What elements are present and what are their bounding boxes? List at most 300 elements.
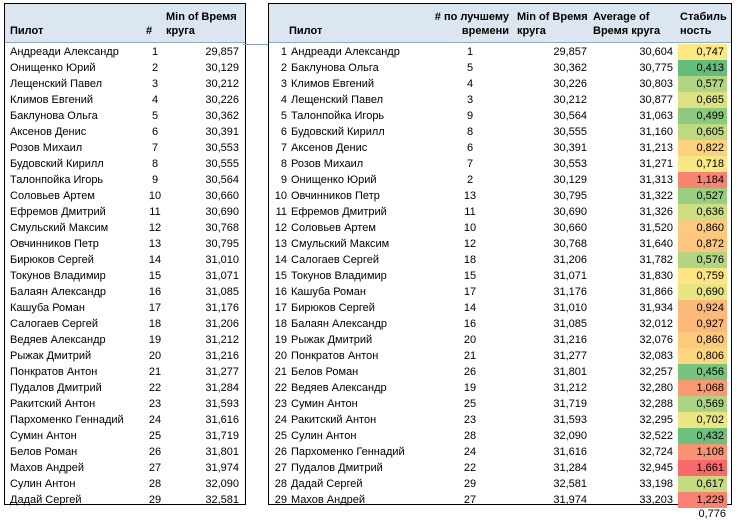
right-header-stability: Стабиль ность xyxy=(680,11,727,37)
rank: 22 xyxy=(148,382,162,394)
min-lap-time: 30,362 xyxy=(553,62,587,74)
best-rank: 23 xyxy=(463,414,477,426)
min-lap-time: 30,362 xyxy=(205,110,239,122)
min-lap-time: 31,284 xyxy=(553,462,587,474)
stability-cell: 0,665 xyxy=(678,92,727,108)
rank: 23 xyxy=(148,398,162,410)
min-lap-time: 31,801 xyxy=(553,366,587,378)
min-lap-time: 29,857 xyxy=(205,46,239,58)
pilot-name: Талонпойка Игорь xyxy=(10,174,104,186)
min-lap-time: 31,010 xyxy=(205,254,239,266)
left-table-row xyxy=(5,316,245,332)
rank: 2 xyxy=(151,62,159,74)
pilot-name: Баклунова Ольга xyxy=(291,62,379,74)
min-lap-time: 30,129 xyxy=(553,174,587,186)
right-table-row xyxy=(269,124,731,140)
best-rank: 21 xyxy=(463,350,477,362)
right-table-row xyxy=(269,284,731,300)
stability-cell: 0,860 xyxy=(678,220,727,236)
min-lap-time: 31,176 xyxy=(553,286,587,298)
stability-cell: 0,759 xyxy=(678,268,727,284)
stability-average: 0,776 xyxy=(698,508,726,520)
pilot-name: Онищенко Юрий xyxy=(10,62,96,74)
pilot-name: Дадай Сергей xyxy=(291,478,363,490)
min-lap-time: 30,553 xyxy=(553,158,587,170)
best-rank: 19 xyxy=(463,382,477,394)
row-number: 5 xyxy=(280,110,287,122)
left-table-row xyxy=(5,476,245,492)
right-table-row xyxy=(269,316,731,332)
right-table-row xyxy=(269,76,731,92)
right-table-row xyxy=(269,108,731,124)
right-table-row xyxy=(269,396,731,412)
row-number: 18 xyxy=(274,318,287,330)
pilot-name: Понкратов Антон xyxy=(291,350,379,362)
avg-lap-time: 31,063 xyxy=(639,110,673,122)
best-rank: 6 xyxy=(466,142,474,154)
left-table-row xyxy=(5,236,245,252)
left-table-row xyxy=(5,492,245,508)
min-lap-time: 30,553 xyxy=(205,142,239,154)
avg-lap-time: 33,203 xyxy=(639,494,673,506)
right-header-best-rank: # по лучшему времени xyxy=(434,11,509,37)
pilot-name: Будовский Кирилл xyxy=(10,158,104,170)
row-number: 20 xyxy=(274,350,287,362)
best-rank: 14 xyxy=(463,302,477,314)
best-rank: 8 xyxy=(466,126,474,138)
rank: 18 xyxy=(148,318,162,330)
left-table-row xyxy=(5,156,245,172)
best-rank: 7 xyxy=(466,158,474,170)
row-number: 2 xyxy=(280,62,287,74)
stability-cell: 1,108 xyxy=(678,444,727,460)
pilot-name: Кашуба Роман xyxy=(10,302,85,314)
best-rank: 13 xyxy=(463,190,477,202)
row-number: 13 xyxy=(274,238,287,250)
row-number: 24 xyxy=(274,414,287,426)
left-table-row xyxy=(5,252,245,268)
rank: 4 xyxy=(151,94,159,106)
right-table-row xyxy=(269,92,731,108)
row-number: 27 xyxy=(274,462,287,474)
avg-lap-time: 30,803 xyxy=(639,78,673,90)
best-rank: 20 xyxy=(463,334,477,346)
pilot-name: Кашуба Роман xyxy=(291,286,366,298)
right-table-row xyxy=(269,476,731,492)
min-lap-time: 31,071 xyxy=(205,270,239,282)
left-table-row xyxy=(5,380,245,396)
stability-cell: 0,806 xyxy=(678,348,727,364)
min-lap-time: 31,071 xyxy=(553,270,587,282)
rank: 17 xyxy=(148,302,162,314)
avg-lap-time: 30,604 xyxy=(639,46,673,58)
pilot-name: Белов Роман xyxy=(291,366,359,378)
left-table-row xyxy=(5,220,245,236)
left-table-row xyxy=(5,364,245,380)
min-lap-time: 31,216 xyxy=(205,350,239,362)
best-rank: 4 xyxy=(466,78,474,90)
left-table xyxy=(4,3,246,505)
row-number: 1 xyxy=(280,46,287,58)
rank: 11 xyxy=(149,206,161,218)
right-table-row xyxy=(269,332,731,348)
best-rank: 3 xyxy=(466,94,474,106)
rank: 3 xyxy=(151,78,159,90)
row-number: 10 xyxy=(274,190,287,202)
avg-lap-time: 31,213 xyxy=(639,142,673,154)
avg-lap-time: 31,322 xyxy=(639,190,673,202)
avg-lap-time: 32,012 xyxy=(639,318,673,330)
right-table-row xyxy=(269,380,731,396)
best-rank: 16 xyxy=(463,318,477,330)
pilot-name: Пархоменко Геннадий xyxy=(10,414,124,426)
min-lap-time: 30,690 xyxy=(205,206,239,218)
left-table-row xyxy=(5,44,245,60)
min-lap-time: 32,581 xyxy=(205,494,239,506)
stability-cell: 0,747 xyxy=(678,44,727,60)
left-table-row xyxy=(5,92,245,108)
left-table-header xyxy=(5,4,245,43)
avg-lap-time: 31,830 xyxy=(639,270,673,282)
right-table-row xyxy=(269,492,731,508)
row-number: 23 xyxy=(274,398,287,410)
stability-cell: 0,702 xyxy=(678,412,727,428)
min-lap-time: 30,660 xyxy=(205,190,239,202)
avg-lap-time: 31,313 xyxy=(639,174,673,186)
rank: 21 xyxy=(148,366,162,378)
min-lap-time: 30,226 xyxy=(553,78,587,90)
pilot-name: Сулин Антон xyxy=(291,430,357,442)
min-lap-time: 30,564 xyxy=(205,174,239,186)
row-number: 11 xyxy=(275,206,287,218)
min-lap-time: 31,974 xyxy=(205,462,239,474)
row-number: 19 xyxy=(274,334,287,346)
rank: 1 xyxy=(151,46,159,58)
pilot-name: Соловьев Артем xyxy=(291,222,376,234)
row-number: 22 xyxy=(274,382,287,394)
avg-lap-time: 31,640 xyxy=(639,238,673,250)
min-lap-time: 31,216 xyxy=(553,334,587,346)
pilot-name: Сумин Антон xyxy=(291,398,358,410)
rank: 19 xyxy=(148,334,162,346)
best-rank: 25 xyxy=(463,398,477,410)
row-number: 4 xyxy=(280,94,287,106)
min-lap-time: 31,277 xyxy=(553,350,587,362)
best-rank: 9 xyxy=(466,110,474,122)
min-lap-time: 31,719 xyxy=(553,398,587,410)
stability-cell: 0,413 xyxy=(678,60,727,76)
right-table-row xyxy=(269,444,731,460)
left-table-row xyxy=(5,124,245,140)
pilot-name: Аксенов Денис xyxy=(291,142,368,154)
right-table-row xyxy=(269,268,731,284)
min-lap-time: 31,085 xyxy=(205,286,239,298)
row-number: 12 xyxy=(274,222,287,234)
right-header-pilot: Пилот xyxy=(289,25,323,37)
row-number: 28 xyxy=(274,478,287,490)
left-table-row xyxy=(5,332,245,348)
min-lap-time: 30,564 xyxy=(553,110,587,122)
avg-lap-time: 31,326 xyxy=(639,206,673,218)
pilot-name: Ракитский Антон xyxy=(10,398,96,410)
avg-lap-time: 31,160 xyxy=(639,126,673,138)
avg-lap-time: 31,520 xyxy=(639,222,673,234)
min-lap-time: 30,555 xyxy=(553,126,587,138)
pilot-name: Сумин Антон xyxy=(10,430,77,442)
right-table-row xyxy=(269,252,731,268)
pilot-name: Будовский Кирилл xyxy=(291,126,385,138)
pilot-name: Лещенский Павел xyxy=(291,94,384,106)
right-table-row xyxy=(269,172,731,188)
min-lap-time: 31,085 xyxy=(553,318,587,330)
left-table-row xyxy=(5,140,245,156)
left-table-row xyxy=(5,428,245,444)
left-table-row xyxy=(5,348,245,364)
left-table-row xyxy=(5,268,245,284)
pilot-name: Дадай Сергей xyxy=(10,494,82,506)
rank: 13 xyxy=(148,238,162,250)
stability-cell: 0,924 xyxy=(678,300,727,316)
row-number: 26 xyxy=(274,446,287,458)
stability-cell: 0,569 xyxy=(678,396,727,412)
stability-cell: 0,872 xyxy=(678,236,727,252)
avg-lap-time: 31,782 xyxy=(639,254,673,266)
min-lap-time: 31,206 xyxy=(205,318,239,330)
rank: 20 xyxy=(148,350,162,362)
row-number: 29 xyxy=(274,494,287,506)
avg-lap-time: 32,295 xyxy=(639,414,673,426)
left-table-row xyxy=(5,108,245,124)
rank: 14 xyxy=(148,254,162,266)
pilot-name: Понкратов Антон xyxy=(10,366,98,378)
pilot-name: Розов Михаил xyxy=(10,142,83,154)
pilot-name: Пудалов Дмитрий xyxy=(10,382,102,394)
stability-cell: 1,184 xyxy=(678,172,727,188)
pilot-name: Махов Андрей xyxy=(10,462,85,474)
avg-lap-time: 32,945 xyxy=(639,462,673,474)
best-rank: 28 xyxy=(463,430,477,442)
row-number: 9 xyxy=(280,174,287,186)
min-lap-time: 30,212 xyxy=(205,78,239,90)
pilot-name: Ведяев Александр xyxy=(291,382,387,394)
avg-lap-time: 31,934 xyxy=(639,302,673,314)
left-table-row xyxy=(5,412,245,428)
min-lap-time: 30,212 xyxy=(553,94,587,106)
min-lap-time: 31,010 xyxy=(553,302,587,314)
pilot-name: Овчинников Петр xyxy=(10,238,99,250)
pilot-name: Соловьев Артем xyxy=(10,190,95,202)
pilot-name: Бирюков Сергей xyxy=(10,254,94,266)
left-table-row xyxy=(5,300,245,316)
min-lap-time: 31,277 xyxy=(205,366,239,378)
left-table-row xyxy=(5,76,245,92)
pilot-name: Смульский Максим xyxy=(10,222,109,234)
best-rank: 5 xyxy=(466,62,474,74)
right-table-row xyxy=(269,188,731,204)
min-lap-time: 31,176 xyxy=(205,302,239,314)
pilot-name: Ракитский Антон xyxy=(291,414,377,426)
rank: 5 xyxy=(151,110,159,122)
avg-lap-time: 32,724 xyxy=(639,446,673,458)
pilot-name: Климов Евгений xyxy=(10,94,93,106)
stability-cell: 1,229 xyxy=(678,492,727,508)
right-table-row xyxy=(269,60,731,76)
pilot-name: Овчинников Петр xyxy=(291,190,380,202)
min-lap-time: 31,801 xyxy=(205,446,239,458)
pilot-name: Пархоменко Геннадий xyxy=(291,446,405,458)
rank: 12 xyxy=(148,222,162,234)
pilot-name: Баклунова Ольга xyxy=(10,110,98,122)
row-number: 3 xyxy=(280,78,287,90)
best-rank: 10 xyxy=(463,222,477,234)
stability-cell: 0,499 xyxy=(678,108,727,124)
pilot-name: Балаян Александр xyxy=(291,318,387,330)
avg-lap-time: 32,280 xyxy=(639,382,673,394)
rank: 25 xyxy=(148,430,162,442)
min-lap-time: 30,690 xyxy=(553,206,587,218)
right-table-row xyxy=(269,300,731,316)
rank: 8 xyxy=(151,158,159,170)
rank: 10 xyxy=(148,190,162,202)
pilot-name: Рыжак Дмитрий xyxy=(10,350,92,362)
pilot-name: Андреади Александр xyxy=(291,46,400,58)
stability-cell: 0,605 xyxy=(678,124,727,140)
right-table-row xyxy=(269,204,731,220)
left-table-row xyxy=(5,188,245,204)
best-rank: 22 xyxy=(463,462,477,474)
best-rank: 2 xyxy=(466,174,474,186)
pilot-name: Ведяев Александр xyxy=(10,334,106,346)
pilot-name: Ефремов Дмитрий xyxy=(10,206,106,218)
min-lap-time: 30,795 xyxy=(205,238,239,250)
pilot-name: Лещенский Павел xyxy=(10,78,103,90)
right-table-row xyxy=(269,44,731,60)
pilot-name: Аксенов Денис xyxy=(10,126,87,138)
row-number: 14 xyxy=(274,254,287,266)
right-table-row xyxy=(269,220,731,236)
avg-lap-time: 32,288 xyxy=(639,398,673,410)
pilot-name: Пудалов Дмитрий xyxy=(291,462,383,474)
stability-cell: 0,577 xyxy=(678,76,727,92)
min-lap-time: 32,090 xyxy=(553,430,587,442)
min-lap-time: 31,974 xyxy=(553,494,587,506)
pilot-name: Ефремов Дмитрий xyxy=(291,206,387,218)
rank: 7 xyxy=(151,142,159,154)
pilot-name: Сулин Антон xyxy=(10,478,76,490)
rank: 28 xyxy=(148,478,162,490)
pilot-name: Климов Евгений xyxy=(291,78,374,90)
best-rank: 15 xyxy=(463,270,477,282)
row-number: 15 xyxy=(274,270,287,282)
pilot-name: Розов Михаил xyxy=(291,158,364,170)
pilot-name: Бирюков Сергей xyxy=(291,302,375,314)
right-table-row xyxy=(269,156,731,172)
avg-lap-time: 30,877 xyxy=(639,94,673,106)
row-number: 17 xyxy=(274,302,287,314)
rank: 16 xyxy=(148,286,162,298)
best-rank: 27 xyxy=(463,494,477,506)
stability-cell: 0,617 xyxy=(678,476,727,492)
min-lap-time: 30,555 xyxy=(205,158,239,170)
stability-cell: 0,576 xyxy=(678,252,727,268)
min-lap-time: 30,768 xyxy=(205,222,239,234)
row-number: 8 xyxy=(280,158,287,170)
pilot-name: Махов Андрей xyxy=(291,494,366,506)
best-rank: 11 xyxy=(464,206,476,218)
pilot-name: Токунов Владимир xyxy=(10,270,106,282)
min-lap-time: 30,768 xyxy=(553,238,587,250)
rank: 6 xyxy=(151,126,159,138)
min-lap-time: 31,616 xyxy=(205,414,239,426)
pilot-name: Салогаев Сергей xyxy=(291,254,379,266)
left-table-row xyxy=(5,172,245,188)
right-table-header xyxy=(269,4,731,43)
pilot-name: Салогаев Сергей xyxy=(10,318,98,330)
right-table-row xyxy=(269,364,731,380)
best-rank: 12 xyxy=(463,238,477,250)
best-rank: 1 xyxy=(466,46,474,58)
left-table-row xyxy=(5,460,245,476)
right-table-row xyxy=(269,348,731,364)
avg-lap-time: 33,198 xyxy=(639,478,673,490)
left-header-rank: # xyxy=(146,25,153,37)
min-lap-time: 31,719 xyxy=(205,430,239,442)
pilot-name: Токунов Владимир xyxy=(291,270,387,282)
min-lap-time: 30,129 xyxy=(205,62,239,74)
rank: 29 xyxy=(148,494,162,506)
row-number: 16 xyxy=(274,286,287,298)
left-table-row xyxy=(5,284,245,300)
right-header-avg-time: Average of Время круга xyxy=(593,11,661,37)
right-table-row xyxy=(269,460,731,476)
stability-cell: 0,927 xyxy=(678,316,727,332)
right-table-row xyxy=(269,236,731,252)
rank: 26 xyxy=(148,446,162,458)
stability-cell: 0,718 xyxy=(678,156,727,172)
avg-lap-time: 32,522 xyxy=(639,430,673,442)
avg-lap-time: 31,866 xyxy=(639,286,673,298)
stability-cell: 0,860 xyxy=(678,332,727,348)
stability-cell: 1,661 xyxy=(678,460,727,476)
stability-cell: 0,636 xyxy=(678,204,727,220)
row-number: 25 xyxy=(274,430,287,442)
rank: 24 xyxy=(148,414,162,426)
min-lap-time: 30,795 xyxy=(553,190,587,202)
left-table-row xyxy=(5,396,245,412)
min-lap-time: 30,391 xyxy=(553,142,587,154)
avg-lap-time: 31,271 xyxy=(639,158,673,170)
pilot-name: Рыжак Дмитрий xyxy=(291,334,373,346)
left-table-row xyxy=(5,60,245,76)
stability-cell: 0,690 xyxy=(678,284,727,300)
avg-lap-time: 32,076 xyxy=(639,334,673,346)
min-lap-time: 30,226 xyxy=(205,94,239,106)
best-rank: 26 xyxy=(463,366,477,378)
pilot-name: Белов Роман xyxy=(10,446,78,458)
left-header-min-time: Min of Время круга xyxy=(166,11,237,37)
left-table-row xyxy=(5,204,245,220)
min-lap-time: 31,284 xyxy=(205,382,239,394)
row-number: 6 xyxy=(280,126,287,138)
pilot-name: Талонпойка Игорь xyxy=(291,110,385,122)
rank: 9 xyxy=(151,174,159,186)
pilot-name: Онищенко Юрий xyxy=(291,174,377,186)
stability-cell: 0,527 xyxy=(678,188,727,204)
left-header-pilot: Пилот xyxy=(10,25,44,37)
best-rank: 17 xyxy=(463,286,477,298)
min-lap-time: 31,212 xyxy=(205,334,239,346)
pilot-name: Андреади Александр xyxy=(10,46,119,58)
